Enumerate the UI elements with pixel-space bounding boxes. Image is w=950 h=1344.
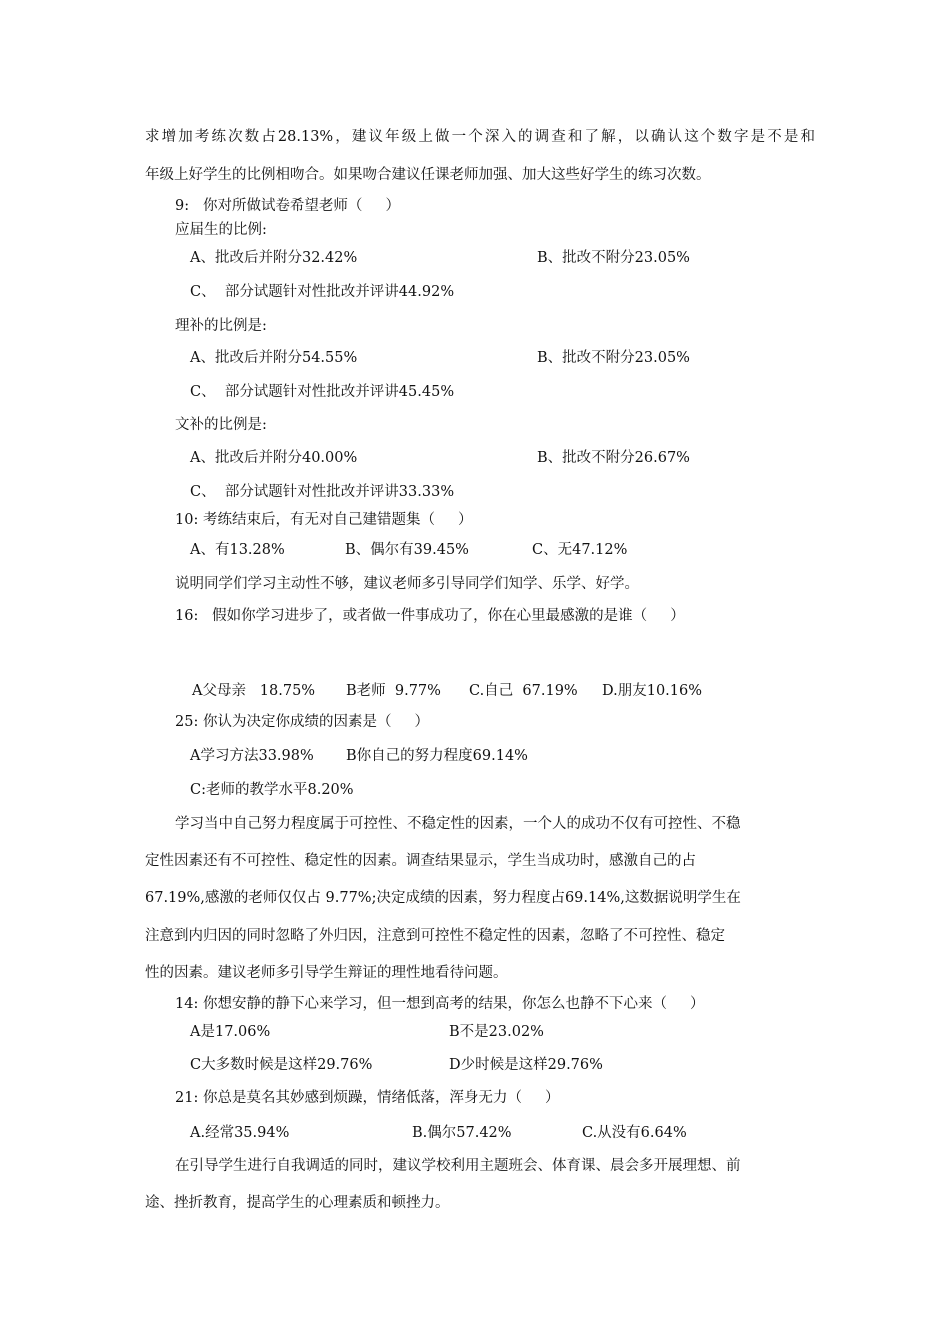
option-b: B、批改不附分26.67% — [537, 450, 690, 466]
option-c: C、 部分试题针对性批改并评讲45.45% — [190, 384, 455, 400]
option-c: C、无47.12% — [532, 542, 628, 558]
option-b: B不是23.02% — [449, 1024, 544, 1040]
option-a: A、批改后并附分40.00% — [190, 450, 358, 466]
question-9: 9: 你对所做试卷希望老师（ ） — [175, 198, 400, 214]
option-c: C.从没有6.64% — [582, 1125, 687, 1141]
analysis-line: 性的因素。建议老师多引导学生辩证的理性地看待问题。 — [145, 965, 508, 981]
option-a: A父母亲 18.75% — [192, 683, 316, 699]
option-c: C、 部分试题针对性批改并评讲44.92% — [190, 284, 455, 300]
option-a: A是17.06% — [190, 1024, 271, 1040]
closing-line: 在引导学生进行自我调适的同时，建议学校利用主题班会、体育课、晨会多开展理想、前 — [175, 1158, 741, 1174]
analysis-line: 注意到内归因的同时忽略了外归因，注意到可控性不稳定性的因素，忽略了不可控性、稳定 — [145, 928, 725, 944]
option-b: B.偶尔57.42% — [412, 1125, 512, 1141]
intro-line-1: 求增加考练次数占28.13%，建议年级上做一个深入的调查和了解，以确认这个数字是不是和 — [145, 129, 815, 145]
option-c: C:老师的教学水平8.20% — [190, 782, 354, 798]
option-b: B你自己的努力程度69.14% — [346, 748, 528, 764]
question-21: 21: 你总是莫名其妙感到烦躁，情绪低落，浑身无力（ ） — [175, 1090, 560, 1106]
intro-line-2: 年级上好学生的比例相吻合。如果吻合建议任课老师加强、加大这些好学生的练习次数。 — [145, 167, 711, 183]
option-c: C大多数时候是这样29.76% — [190, 1057, 373, 1073]
group-label-science-repeat: 理补的比例是: — [175, 318, 267, 334]
option-d: D少时候是这样29.76% — [449, 1057, 603, 1073]
question-16: 16: 假如你学习进步了，或者做一件事成功了，你在心里最感激的是谁（ ） — [175, 608, 685, 624]
option-a: A、批改后并附分32.42% — [190, 250, 358, 266]
option-b: B、批改不附分23.05% — [537, 250, 690, 266]
option-a: A、批改后并附分54.55% — [190, 350, 358, 366]
option-c: C.自己 67.19% — [469, 683, 578, 699]
question-14: 14: 你想安静的静下心来学习，但一想到高考的结果，你怎么也静不下心来（ ） — [175, 996, 705, 1012]
analysis-line: 定性因素还有不可控性、稳定性的因素。调查结果显示，学生当成功时，感激自己的占 — [145, 853, 696, 869]
analysis-line: 67.19%,感激的老师仅仅占 9.77%;决定成绩的因素，努力程度占69.14%,这数据说明学生在 — [145, 890, 741, 906]
option-b: B、偶尔有39.45% — [345, 542, 469, 558]
closing-line: 途、挫折教育，提高学生的心理素质和顿挫力。 — [145, 1195, 450, 1211]
option-b: B、批改不附分23.05% — [537, 350, 690, 366]
question-10: 10: 考练结束后，有无对自己建错题集（ ） — [175, 512, 473, 528]
group-label-current: 应届生的比例: — [175, 222, 267, 238]
option-a: A学习方法33.98% — [190, 748, 314, 764]
option-c: C、 部分试题针对性批改并评讲33.33% — [190, 484, 455, 500]
comment-10: 说明同学们学习主动性不够，建议老师多引导同学们知学、乐学、好学。 — [175, 576, 639, 592]
group-label-arts-repeat: 文补的比例是: — [175, 417, 267, 433]
question-25: 25: 你认为决定你成绩的因素是（ ） — [175, 714, 429, 730]
option-d: D.朋友10.16% — [602, 683, 703, 699]
option-a: A.经常35.94% — [190, 1125, 290, 1141]
option-b: B老师 9.77% — [346, 683, 441, 699]
analysis-line: 学习当中自己努力程度属于可控性、不稳定性的因素，一个人的成功不仅有可控性、不稳 — [175, 816, 741, 832]
option-a: A、有13.28% — [190, 542, 285, 558]
